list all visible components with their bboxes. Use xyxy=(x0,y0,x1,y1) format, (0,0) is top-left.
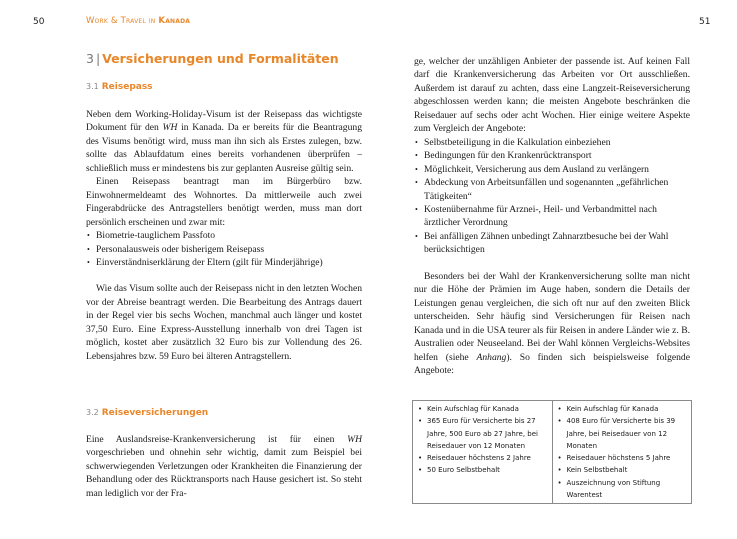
list-item: • 50 Euro Selbstbehalt xyxy=(417,464,548,476)
text: vorgeschrieben und ohnehin sehr wichtig, damit zum Beispiel bei schwerwiegenden Verletzungen oder Krankheiten die Finanzierung der Behandlung oder des Rücktransports nach Hause gesichert ist. So steht man lediglich vor der Fra- xyxy=(86,447,362,499)
list-item: • Selbstbeteiligung in die Kalkulation einbeziehen xyxy=(414,136,690,149)
paragraph xyxy=(86,433,362,500)
table-row xyxy=(413,401,692,504)
section-number: 3.2 xyxy=(86,408,99,417)
text-emphasis: WH xyxy=(347,434,362,445)
chapter-separator: | xyxy=(95,51,101,66)
running-header-bold: Kanada xyxy=(158,16,191,26)
chapter-title: Versicherungen und Formalitäten xyxy=(102,51,339,66)
insurance-offers-table xyxy=(412,400,692,504)
running-header-prefix: Work & Travel in xyxy=(86,16,156,26)
page-number-left: 50 xyxy=(33,17,45,27)
offer-cell-right xyxy=(552,401,692,504)
left-column-body-2 xyxy=(86,433,362,500)
paragraph xyxy=(86,108,362,175)
text: Neben dem Working-Holiday-Visum ist der Reisepass das wichtigste Dokument für den xyxy=(86,109,362,134)
right-column-body xyxy=(414,55,690,377)
left-column-body-1 xyxy=(86,108,362,363)
section-number: 3.1 xyxy=(86,82,99,91)
chapter-number: 3 xyxy=(86,51,94,66)
paragraph: ge, welcher der unzähligen Anbieter der passende ist. Auf keinen Fall darf die Krankenversicherung das Arbeiten vor Ort ausschließen. Außerdem ist darauf zu achten, dass eine Langzeit-Reiseversicherung abgeschlossen werden kann; die meisten Angebote beschränken die Reisedauer auf sechs oder acht Wochen. Hier einige weitere Aspekte zum Vergleich der Angebote: xyxy=(414,56,690,135)
page-number-right: 51 xyxy=(699,17,711,27)
list-item: • Biometrie-tauglichem Passfoto xyxy=(86,229,362,242)
list-item: • Auszeichnung von Stiftung Warentest xyxy=(557,477,688,502)
list-item: • 365 Euro für Versicherte bis 27 Jahre, 500 Euro ab 27 Jahre, bei Reisedauer von 12 Monaten xyxy=(417,415,548,452)
list-item: • Möglichkeit, Versicherung aus dem Ausland zu verlängern xyxy=(414,163,690,176)
list-item: • Einverständniserklärung der Eltern (gilt für Minderjährige) xyxy=(86,256,362,269)
list-item: • Abdeckung von Arbeitsunfällen und sogenannten „gefährlichen Tätigkeiten“ xyxy=(414,176,690,203)
list-item: • 408 Euro für Versicherte bis 39 Jahre, bei Reisedauer von 12 Monaten xyxy=(557,415,688,452)
offer-cell-left xyxy=(413,401,553,504)
text: ). So finden sich beispielsweise folgende Angebote: xyxy=(414,351,690,376)
list-item: • Kostenübernahme für Arznei-, Heil- und Verbandmittel nach ärztlicher Verordnung xyxy=(414,203,690,230)
list-item: • Kein Aufschlag für Kanada xyxy=(557,403,688,415)
section-title: Reisepass xyxy=(101,82,153,92)
text: Besonders bei der Wahl der Krankenversicherung sollte man nicht nur die Höhe der Prämien im Auge haben, sondern die Details der Leistungen genau vergleichen, die sich oft nur auf den zweiten Blick unterscheiden. Sehr häufig sind Versicherungen für Reisen nach Kanada und in die USA teurer als für Reisen in andere Länder wie z. B. Australien oder Neuseeland. Bei der Wahl können Vergleichs-Websites helfen (siehe xyxy=(414,270,690,363)
list-item: • Reisedauer höchstens 2 Jahre xyxy=(417,452,548,464)
text-emphasis: Anhang xyxy=(476,351,507,363)
list-item: • Kein Selbstbehalt xyxy=(557,464,688,476)
list-item: • Bei anfälligen Zähnen unbedingt Zahnarztbesuche bei der Wahl berücksichtigen xyxy=(414,230,690,257)
section-heading-reiseversicherungen xyxy=(86,408,208,418)
requirements-list xyxy=(86,229,362,269)
paragraph: Einen Reisepass beantragt man im Bürgerbüro bzw. Einwohnermeldeamt des Wohnortes. Da mittlerweile auch zwei Fingerabdrücke des Antragstellers benötigt werden, muss man dort persönlich erscheinen und zwar mit: xyxy=(86,176,362,228)
text: Eine Auslandsreise-Krankenversicherung ist für einen xyxy=(86,434,348,445)
section-heading-reisepass xyxy=(86,82,153,92)
text: in Kanada. Da er bereits für die Beantragung des Visums benötigt wird, muss man ihn sich als Erstes zulegen, bzw. sollte das Ablaufdatum eines bereits vorhandenen überprüfen – schließlich muss er mindestens bis zur geplanten Ausreise gültig sein. xyxy=(86,122,362,174)
chapter-heading xyxy=(86,51,339,66)
list-item: • Reisedauer höchstens 5 Jahre xyxy=(557,452,688,464)
comparison-aspects-list xyxy=(414,136,690,257)
list-item: • Kein Aufschlag für Kanada xyxy=(417,403,548,415)
offer-list xyxy=(557,403,688,501)
paragraph xyxy=(414,270,690,378)
offer-list xyxy=(417,403,548,477)
text-emphasis: WH xyxy=(162,122,178,134)
list-item: • Personalausweis oder bisherigem Reisepass xyxy=(86,243,362,256)
running-header xyxy=(86,16,190,26)
paragraph: Wie das Visum sollte auch der Reisepass nicht in den letzten Wochen vor der Abreise beantragt werden. Die Bearbeitung des Antrags dauert in der Regel vier bis sechs Wochen, manchmal auch länger und kostet 37,50 Euro. Eine Express-Ausstellung innerhalb von drei Tagen ist möglich, kostet aber zusätzlich 32 Euro bis zur Vollendung des 26. Lebensjahres bzw. 59 Euro bei älteren Antragstellern. xyxy=(86,283,362,362)
list-item: • Bedingungen für den Krankenrücktransport xyxy=(414,149,690,162)
section-title: Reiseversicherungen xyxy=(101,408,209,418)
